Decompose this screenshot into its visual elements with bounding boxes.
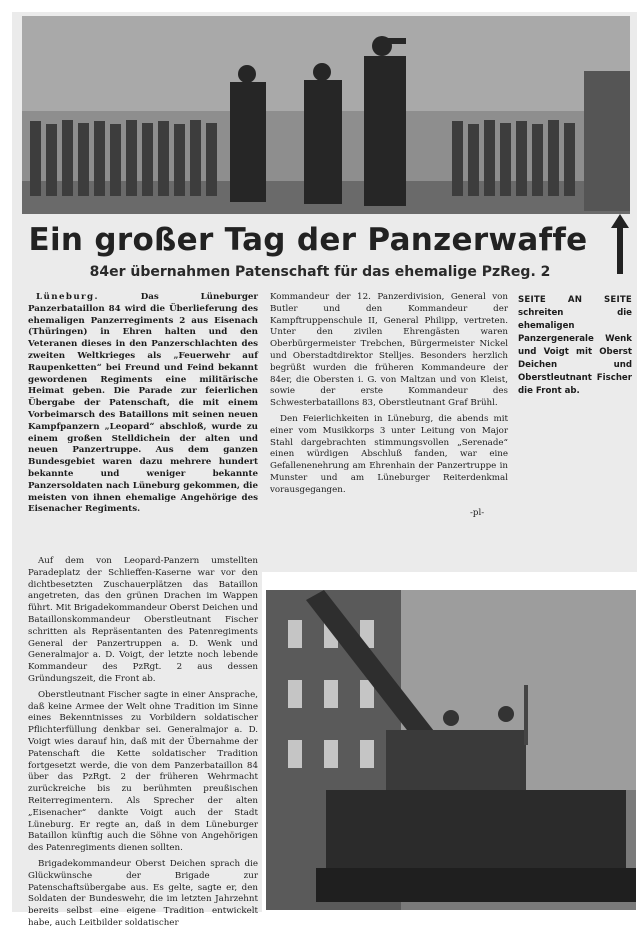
caption-text: schreiten die ehemaligen Panzergenerale Wenk und Voigt mit Oberst Deichen und Oberstleutnant Fischer die Front ab.	[518, 308, 632, 396]
lead-place: Lüneburg.	[36, 292, 99, 302]
article-column-2	[270, 292, 508, 506]
article-column-1	[28, 556, 258, 928]
lead-paragraph	[28, 292, 258, 554]
arrow-up-icon	[610, 214, 630, 274]
column1-paragraph-2: Oberstleutnant Fischer sagte in einer Ansprache, daß keine Armee der Welt ohne Tradition im Sinne eines Bekenntnisses zu Vorbildern soldatischer Pflichterfüllung denkbar sei. Generalmajor a. D. Voigt wies darauf hin, daß mit der Übernahme der Patenschaft die Kette soldatischer Tradition fortgesetzt werde, die von dem Panzerbataillon 84 über das PzRgt. 2 der früheren Wehrmacht zurückreiche bis zu berühmten preußischen Reiterregimentern. Als Sprecher der alten „Eisenacher“ dankte Voigt auch der Stadt Lüneburg. Er regte an, daß in dem Lüneburger Bataillon künftig auch die Söhne von Angehörigen des Patenregiments dienen sollten.	[28, 689, 258, 854]
headline: Ein großer Tag der Panzerwaffe	[28, 222, 588, 258]
subheadline: 84er übernahmen Patenschaft für das ehemalige PzReg. 2	[89, 264, 551, 280]
tank-photo	[266, 590, 636, 910]
column1-paragraph-1: Auf dem von Leopard-Panzern umstellten Paradeplatz der Schlieffen-Kaserne war vor den dichtbesetzten Zuschauerplätzen das Bataillon angetreten, das den grünen Drachen im Wappen führt. Mit Brigadekommandeur Oberst Deichen und Bataillonskommandeur Oberstleutnant Fischer schritten als Repräsentanten des Patenregiments General der Panzertruppen a. D. Wenk und Generalmajor a. D. Voigt, der letzte noch lebende Kommandeur des PzRgt. 2 aus dessen Gründungszeit, die Front ab.	[28, 556, 258, 684]
lead-text: Das Lüneburger Panzerbataillon 84 wird die Überlieferung des ehemaligen Panzerregiments 2 aus Eisenach (Thüringen) in Ehren halten und den Veteranen dieses in den Panzerschlachten des zweiten Weltkrieges als „Feuerwehr auf Raupenketten“ bei Freund und Feind bekannt gewordenen Regiments eine militärische Heimat geben. Die Parade zur feierlichen Übergabe der Patenschaft, die mit einem Vorbeimarsch des Bataillons mit seinen neuen Kampfpanzern „Leopard“ abschloß, wurde zu einem großen Stelldichein der alten und neuen Panzertruppe. Aus dem ganzen Bundesgebiet waren dazu mehrere hundert bekannte und weniger bekannte Panzersoldaten nach Lüneburg gekommen, die meisten von ihnen ehemalige Angehörige des Eisenacher Regiments.	[28, 292, 258, 515]
caption-lead: SEITE AN SEITE	[518, 295, 632, 305]
parade-photo	[22, 16, 630, 214]
column2-paragraph-2: Den Feierlichkeiten in Lüneburg, die abends mit einer vom Musikkorps 3 unter Leitung von Major Stahl dargebrachten stimmungsvollen „Serenade“ einen würdigen Abschluß fanden, war eine Gefallenenehrung am Ehrenhain der Panzertruppe in Munster und am Lüneburger Reiterdenkmal vorausgegangen.	[270, 413, 508, 495]
column2-paragraph-1: Kommandeur der 12. Panzerdivision, General von Butler und den Kommandeur der Kampftruppenschule II, General Philipp, vertreten. Unter den zivilen Ehrengästen waren Oberbürgermeister Trebchen, Bürgermeister Nickel und Oberstadtdirektor Stelljes. Besonders herzlich begrüßt wurden die früheren Kommandeure der 84er, die Obersten i. G. von Maltzan und von Kleist, sowie der erste Kommandeur des Schwesterbataillons 83, Oberstleutnant Graf Brühl.	[270, 292, 508, 409]
author-signature: -pl-	[470, 508, 485, 518]
column1-paragraph-3: Brigadekommandeur Oberst Deichen sprach die Glückwünsche der Brigade zur Patenschaftsübergabe aus. Es gelte, sagte er, den Soldaten der Bundeswehr, die im letzten Jahrzehnt bereits selbst eine eigene Tradition entwickelt habe, auch Leitbilder soldatischer	[28, 858, 258, 928]
photo-caption	[518, 294, 632, 398]
